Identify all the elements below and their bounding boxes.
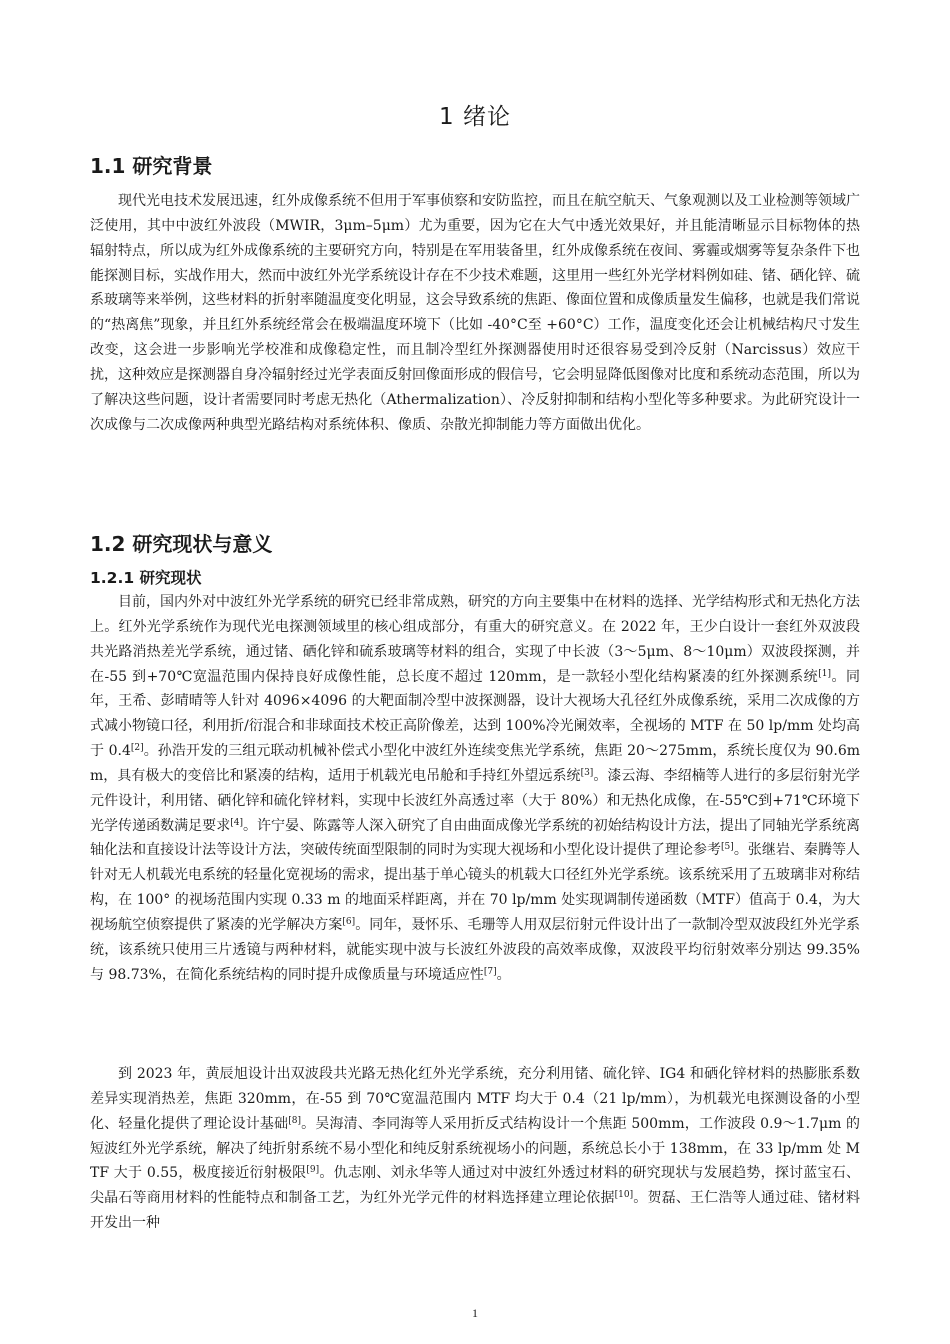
citation-marker: [10]	[614, 1190, 634, 1201]
citation-marker: [5]	[721, 842, 734, 853]
citation-marker: [6]	[342, 916, 356, 927]
citation-marker: [1]	[818, 668, 831, 679]
paragraph-status-1: 目前，国内外对中波红外光学系统的研究已经非常成熟，研究的方向主要集中在材料的选择、光学结构形式和无热化方法上。红外光学系统作为现代光电探测领域里的核心组成部分，有重大的研究意义。在 2022 年，王少白设计一套红外双波段共光路消热差光学系统，通过锗、硒化锌和硫系玻璃等材料的组合，实现了中长波（3～5μm、8～10μm）双波段探测，并在-55 到+70℃宽温范围内保持良好成像性能，总长度不超过 120mm，是一款轻小型化结构紧凑的红外探测系统[1]。同年，王希、彭晴晴等人针对 4096×4096 的大靶面制冷型中波探测器，设计大视场大孔径红外成像系统，采用二次成像的方式减小物镜口径，利用折/衍混合和非球面技术校正高阶像差，达到 100%冷光阑效率，全视场的 MTF 在 50 lp/mm 处均高于 0.4[2]。孙浩开发的三组元联动机械补偿式小型化中波红外连续变焦光学系统，焦距 20～275mm，系统长度仅为 90.6mm，具有极大的变倍比和紧凑的结构，适用于机载光电吊舱和手持红外望远系统[3]。漆云海、李绍楠等人进行的多层衍射光学元件设计，利用锗、硒化锌和硫化锌材料，实现中长波红外高透过率（大于 80%）和无热化成像，在-55℃到+71℃环境下光学传递函数满足要求[4]。许宁晏、陈露等人深入研究了自由曲面成像光学系统的初始结构设计方法，提出了同轴光学系统离轴化法和直接设计法等设计方法，突破传统面型限制的同时为实现大视场和小型化设计提供了理论参考[5]。张继岩、秦腾等人针对无人机载光电系统的轻量化宽视场的需求，提出基于单心镜头的机载大口径红外光学系统。该系统采用了五玻璃非对称结构，在 100° 的视场范围内实现 0.33 m 的地面采样距离，并在 70 lp/mm 处实现调制传递函数（MTF）值高于 0.4，为大视场航空侦察提供了紧凑的光学解决方案[6]。同年，聂怀乐、毛珊等人用双层衍射元件设计出了一款制冷型双波段红外光学系统，该系统只使用三片透镜与两种材料，就能实现中波与长波红外波段的高效率成像，双波段平均衍射效率分别达 99.35%与 98.73%，在简化系统结构的同时提升成像质量与环境适应性[7]。	[90, 594, 861, 983]
subsection-heading-status: 1.2.1 研究现状	[90, 569, 202, 587]
chapter-title: 1 绪论	[439, 104, 511, 130]
citation-marker: [3]	[580, 767, 594, 778]
paragraph-status-2: 到 2023 年，黄辰旭设计出双波段共光路无热化红外光学系统，充分利用锗、硫化锌、IG4 和硒化锌材料的热膨胀系数差异实现消热差，焦距 320mm，在-55 到 70℃宽温范围内 MTF 均大于 0.4（21 lp/mm），为机载光电探测设备的小型化、轻量化提供了理论设计基础[8]。吴海清、李同海等人采用折反式结构设计一个焦距 500mm，工作波段 0.9～1.7μm 的短波红外光学系统，解决了纯折射系统不易小型化和纯反射系统视场小的问题，系统总长小于 138mm，在 33 lp/mm 处 MTF 大于 0.55，极度接近衍射极限[9]。仇志刚、刘永华等人通过对中波红外透过材料的研究现状与发展趋势，探讨蓝宝石、尖晶石等商用材料的性能特点和制备工艺，为红外光学元件的材料选择建立理论依据[10]。贺磊、王仁浩等人通过硅、锗材料开发出一种	[90, 1066, 861, 1232]
citation-marker: [2]	[130, 743, 144, 754]
citation-marker: [8]	[288, 1115, 301, 1126]
citation-marker: [9]	[306, 1165, 320, 1176]
page-number: 1	[472, 1306, 478, 1320]
section-heading-background: 1.1 研究背景	[90, 154, 213, 178]
section-heading-status: 1.2 研究现状与意义	[90, 532, 273, 556]
citation-marker: [7]	[483, 966, 497, 977]
citation-marker: [4]	[230, 817, 243, 828]
paragraph-background: 现代光电技术发展迅速，红外成像系统不但用于军事侦察和安防监控，而且在航空航天、气象观测以及工业检测等领域广泛使用，其中中波红外波段（MWIR，3μm–5μm）尤为重要，因为它在大气中透光效果好，并且能清晰显示目标物体的热辐射特点，所以成为红外成像系统的主要研究方向，特别是在军用装备里，红外成像系统在夜间、雾霾或烟雾等复杂条件下也能探测目标，实战作用大，然而中波红外光学系统设计存在不少技术难题，这里用一些红外光学材料例如硅、锗、硒化锌、硫系玻璃等来举例，这些材料的折射率随温度变化明显，这会导致系统的焦距、像面位置和成像质量发生偏移，也就是我们常说的“热离焦”现象，并且红外系统经常会在极端温度环境下（比如 -40°C至 +60°C）工作，温度变化还会让机械结构尺寸发生改变，这会进一步影响光学校准和成像稳定性，而且制冷型红外探测器使用时还很容易受到冷反射（Narcissus）效应干扰，这种效应是探测器自身冷辐射经过光学表面反射回像面形成的假信号，它会明显降低图像对比度和系统动态范围，所以为了解决这些问题，设计者需要同时考虑无热化（Athermalization）、冷反射抑制和结构小型化等多种要求。为此研究设计一次成像与二次成像两种典型光路结构对系统体积、像质、杂散光抑制能力等方面做出优化。	[90, 193, 860, 433]
